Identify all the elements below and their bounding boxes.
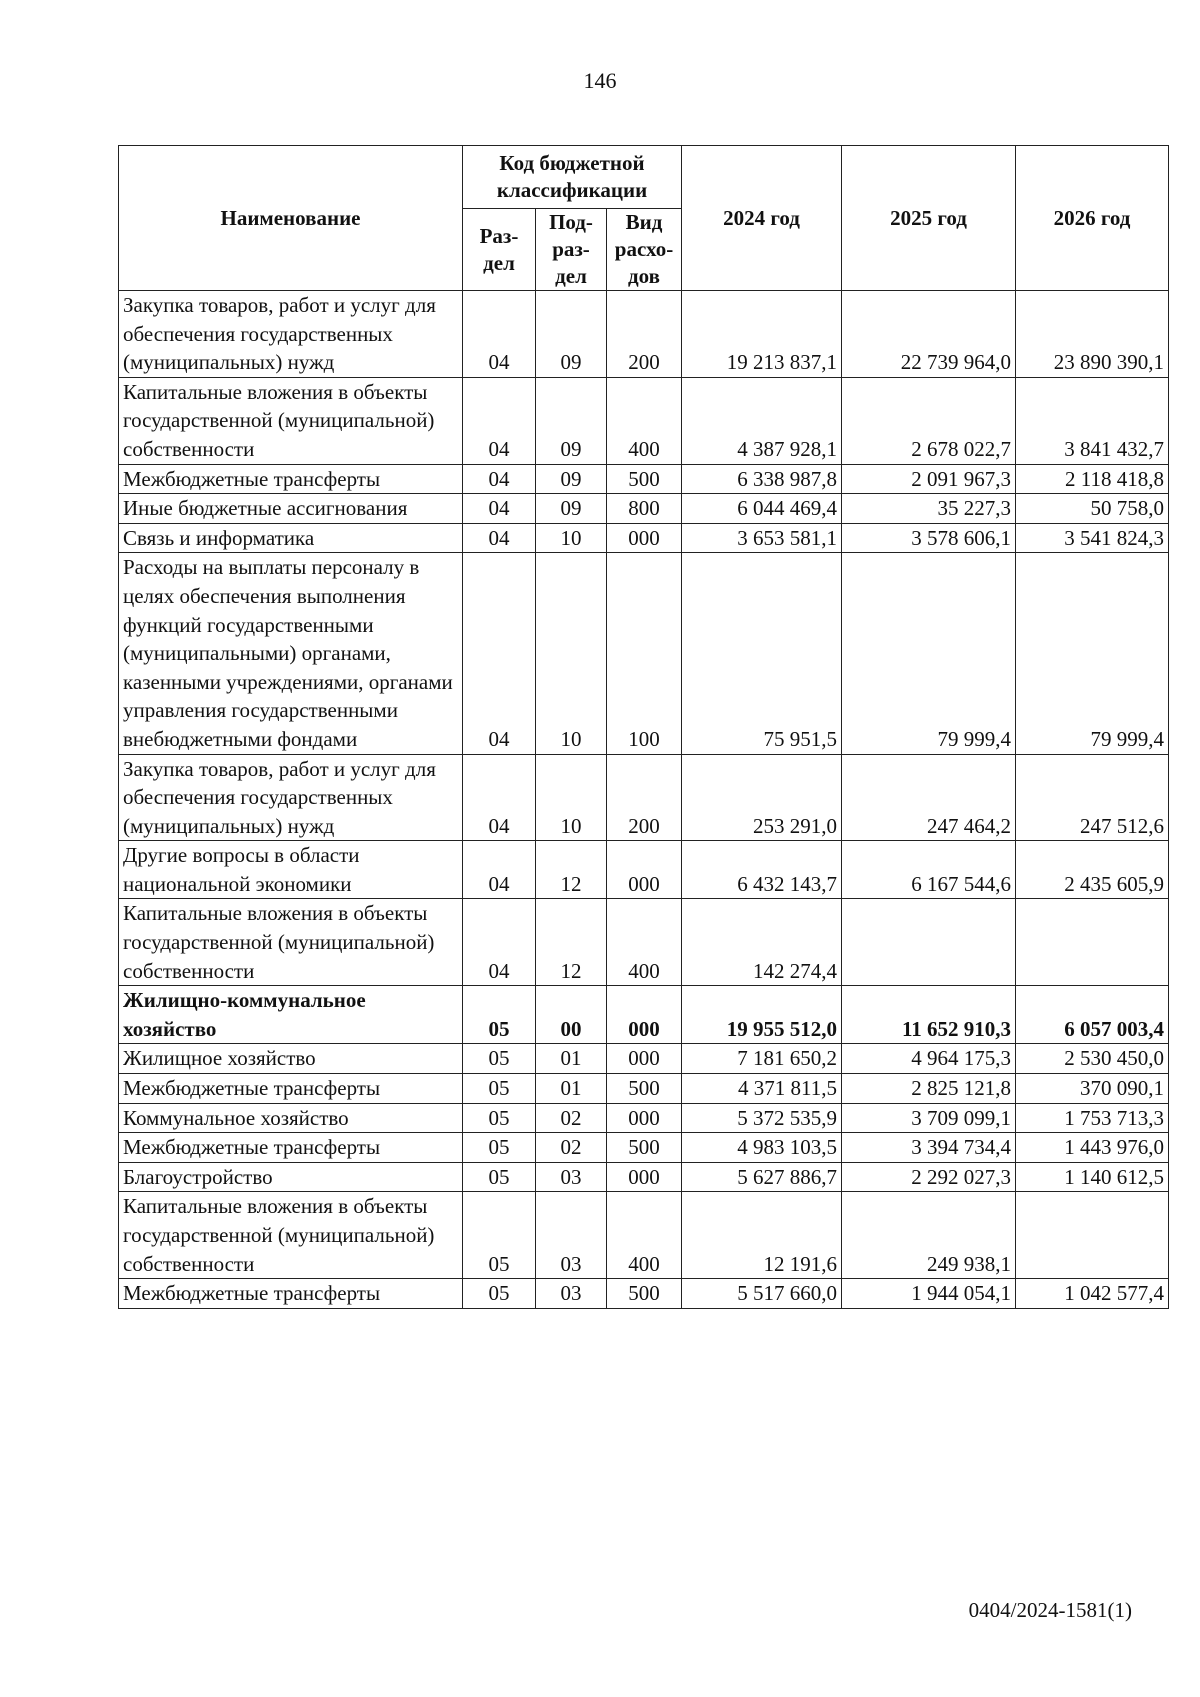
- cell-2024: 75 951,5: [682, 553, 842, 754]
- table-row: [119, 1279, 1169, 1309]
- cell-2024: 6 044 469,4: [682, 494, 842, 524]
- cell-razdel: 05: [463, 1074, 536, 1104]
- cell-2025: 2 292 027,3: [842, 1162, 1016, 1192]
- cell-name: Коммунальное хозяйство: [119, 1103, 463, 1133]
- cell-2025: 2 825 121,8: [842, 1074, 1016, 1104]
- cell-2026: [1016, 899, 1169, 986]
- cell-2025: 79 999,4: [842, 553, 1016, 754]
- cell-2026: 2 435 605,9: [1016, 841, 1169, 899]
- cell-2025: 11 652 910,3: [842, 986, 1016, 1044]
- cell-podrazdel: 02: [536, 1103, 607, 1133]
- cell-podrazdel: 03: [536, 1192, 607, 1279]
- table-row: [119, 553, 1169, 754]
- cell-2026: 1 042 577,4: [1016, 1279, 1169, 1309]
- cell-2025: 1 944 054,1: [842, 1279, 1016, 1309]
- cell-vid: 000: [607, 986, 682, 1044]
- cell-2024: 5 372 535,9: [682, 1103, 842, 1133]
- cell-2026: 2 118 418,8: [1016, 464, 1169, 494]
- cell-podrazdel: 09: [536, 377, 607, 464]
- cell-vid: 400: [607, 1192, 682, 1279]
- table-row: [119, 986, 1169, 1044]
- cell-name: Жилищно-коммунальное хозяйство: [119, 986, 463, 1044]
- cell-podrazdel: 01: [536, 1074, 607, 1104]
- cell-2024: 4 983 103,5: [682, 1133, 842, 1163]
- cell-2024: 4 371 811,5: [682, 1074, 842, 1104]
- table-row: [119, 1192, 1169, 1279]
- cell-razdel: 05: [463, 1192, 536, 1279]
- cell-vid: 000: [607, 1103, 682, 1133]
- table-row: [119, 1103, 1169, 1133]
- cell-podrazdel: 01: [536, 1044, 607, 1074]
- cell-2025: 3 578 606,1: [842, 523, 1016, 553]
- cell-razdel: 04: [463, 377, 536, 464]
- cell-razdel: 05: [463, 1162, 536, 1192]
- table-row: [119, 1162, 1169, 1192]
- cell-2024: 5 627 886,7: [682, 1162, 842, 1192]
- table-row: [119, 1133, 1169, 1163]
- cell-vid: 500: [607, 1074, 682, 1104]
- cell-vid: 000: [607, 841, 682, 899]
- cell-2026: 79 999,4: [1016, 553, 1169, 754]
- header-razdel: Раз- дел: [463, 209, 536, 291]
- cell-podrazdel: 09: [536, 464, 607, 494]
- cell-2025: 247 464,2: [842, 754, 1016, 841]
- cell-2025: 3 394 734,4: [842, 1133, 1016, 1163]
- cell-2024: 7 181 650,2: [682, 1044, 842, 1074]
- cell-name: Межбюджетные трансферты: [119, 1133, 463, 1163]
- cell-vid: 000: [607, 523, 682, 553]
- cell-razdel: 04: [463, 523, 536, 553]
- cell-2024: 3 653 581,1: [682, 523, 842, 553]
- header-2025: 2025 год: [842, 146, 1016, 291]
- cell-2026: 50 758,0: [1016, 494, 1169, 524]
- table-row: [119, 377, 1169, 464]
- cell-name: Межбюджетные трансферты: [119, 1279, 463, 1309]
- cell-vid: 200: [607, 291, 682, 378]
- cell-2026: 6 057 003,4: [1016, 986, 1169, 1044]
- cell-razdel: 05: [463, 986, 536, 1044]
- cell-2026: 2 530 450,0: [1016, 1044, 1169, 1074]
- cell-podrazdel: 03: [536, 1162, 607, 1192]
- cell-razdel: 05: [463, 1279, 536, 1309]
- cell-2024: 19 213 837,1: [682, 291, 842, 378]
- cell-podrazdel: 10: [536, 754, 607, 841]
- cell-razdel: 04: [463, 553, 536, 754]
- cell-2025: 6 167 544,6: [842, 841, 1016, 899]
- cell-razdel: 05: [463, 1133, 536, 1163]
- cell-name: Расходы на выплаты персоналу в целях обеспечения выполнения функций государственными (муниципальными) органами, казенными учреждениями, органами управления государственными внебюджетными фондами: [119, 553, 463, 754]
- cell-2026: [1016, 1192, 1169, 1279]
- table-row: [119, 1074, 1169, 1104]
- cell-podrazdel: 03: [536, 1279, 607, 1309]
- cell-podrazdel: 00: [536, 986, 607, 1044]
- cell-razdel: 04: [463, 291, 536, 378]
- cell-name: Связь и информатика: [119, 523, 463, 553]
- cell-2026: 1 140 612,5: [1016, 1162, 1169, 1192]
- cell-2025: 35 227,3: [842, 494, 1016, 524]
- cell-2024: 253 291,0: [682, 754, 842, 841]
- cell-podrazdel: 12: [536, 899, 607, 986]
- cell-vid: 400: [607, 377, 682, 464]
- cell-razdel: 04: [463, 841, 536, 899]
- page-number: 146: [583, 68, 617, 93]
- cell-vid: 500: [607, 1133, 682, 1163]
- cell-vid: 000: [607, 1044, 682, 1074]
- cell-name: Межбюджетные трансферты: [119, 1074, 463, 1104]
- cell-name: Межбюджетные трансферты: [119, 464, 463, 494]
- cell-podrazdel: 10: [536, 523, 607, 553]
- cell-2025: 22 739 964,0: [842, 291, 1016, 378]
- cell-razdel: 05: [463, 1044, 536, 1074]
- cell-vid: 100: [607, 553, 682, 754]
- cell-vid: 400: [607, 899, 682, 986]
- cell-name: Закупка товаров, работ и услуг для обеспечения государственных (муниципальных) нужд: [119, 754, 463, 841]
- cell-2026: 3 541 824,3: [1016, 523, 1169, 553]
- header-code-group: Код бюджетной классификации: [463, 146, 682, 209]
- cell-vid: 000: [607, 1162, 682, 1192]
- cell-podrazdel: 10: [536, 553, 607, 754]
- cell-2024: 5 517 660,0: [682, 1279, 842, 1309]
- cell-2025: 2 678 022,7: [842, 377, 1016, 464]
- cell-razdel: 05: [463, 1103, 536, 1133]
- cell-vid: 200: [607, 754, 682, 841]
- table-row: [119, 899, 1169, 986]
- cell-podrazdel: 12: [536, 841, 607, 899]
- cell-name: Капитальные вложения в объекты государственной (муниципальной) собственности: [119, 1192, 463, 1279]
- budget-table: [118, 145, 1169, 1309]
- cell-2024: 12 191,6: [682, 1192, 842, 1279]
- cell-name: Другие вопросы в области национальной экономики: [119, 841, 463, 899]
- header-vid: Вид расхо- дов: [607, 209, 682, 291]
- cell-name: Капитальные вложения в объекты государственной (муниципальной) собственности: [119, 377, 463, 464]
- table-row: [119, 464, 1169, 494]
- cell-2024: 4 387 928,1: [682, 377, 842, 464]
- header-podrazdel: Под- раз- дел: [536, 209, 607, 291]
- header-name: Наименование: [119, 146, 463, 291]
- table-row: [119, 1044, 1169, 1074]
- cell-2025: 2 091 967,3: [842, 464, 1016, 494]
- cell-name: Благоустройство: [119, 1162, 463, 1192]
- cell-2025: 3 709 099,1: [842, 1103, 1016, 1133]
- cell-name: Иные бюджетные ассигнования: [119, 494, 463, 524]
- cell-2026: 1 443 976,0: [1016, 1133, 1169, 1163]
- table-row: [119, 841, 1169, 899]
- cell-2025: 4 964 175,3: [842, 1044, 1016, 1074]
- table-row: [119, 754, 1169, 841]
- cell-podrazdel: 02: [536, 1133, 607, 1163]
- cell-podrazdel: 09: [536, 494, 607, 524]
- header-2026: 2026 год: [1016, 146, 1169, 291]
- cell-podrazdel: 09: [536, 291, 607, 378]
- cell-2024: 19 955 512,0: [682, 986, 842, 1044]
- table-body: [119, 291, 1169, 1309]
- cell-2025: [842, 899, 1016, 986]
- cell-name: Жилищное хозяйство: [119, 1044, 463, 1074]
- table-row: [119, 291, 1169, 378]
- cell-vid: 800: [607, 494, 682, 524]
- table-header: [119, 146, 1169, 291]
- cell-razdel: 04: [463, 754, 536, 841]
- cell-name: Закупка товаров, работ и услуг для обеспечения государственных (муниципальных) нужд: [119, 291, 463, 378]
- cell-vid: 500: [607, 1279, 682, 1309]
- cell-2026: 247 512,6: [1016, 754, 1169, 841]
- cell-razdel: 04: [463, 899, 536, 986]
- header-2024: 2024 год: [682, 146, 842, 291]
- cell-2026: 370 090,1: [1016, 1074, 1169, 1104]
- cell-2026: 3 841 432,7: [1016, 377, 1169, 464]
- table-row: [119, 523, 1169, 553]
- cell-vid: 500: [607, 464, 682, 494]
- cell-2026: 1 753 713,3: [1016, 1103, 1169, 1133]
- table-row: [119, 494, 1169, 524]
- cell-razdel: 04: [463, 494, 536, 524]
- cell-2024: 6 432 143,7: [682, 841, 842, 899]
- cell-razdel: 04: [463, 464, 536, 494]
- cell-2025: 249 938,1: [842, 1192, 1016, 1279]
- document-code: 0404/2024-1581(1): [968, 1598, 1132, 1622]
- cell-2024: 142 274,4: [682, 899, 842, 986]
- cell-name: Капитальные вложения в объекты государственной (муниципальной) собственности: [119, 899, 463, 986]
- cell-2026: 23 890 390,1: [1016, 291, 1169, 378]
- cell-2024: 6 338 987,8: [682, 464, 842, 494]
